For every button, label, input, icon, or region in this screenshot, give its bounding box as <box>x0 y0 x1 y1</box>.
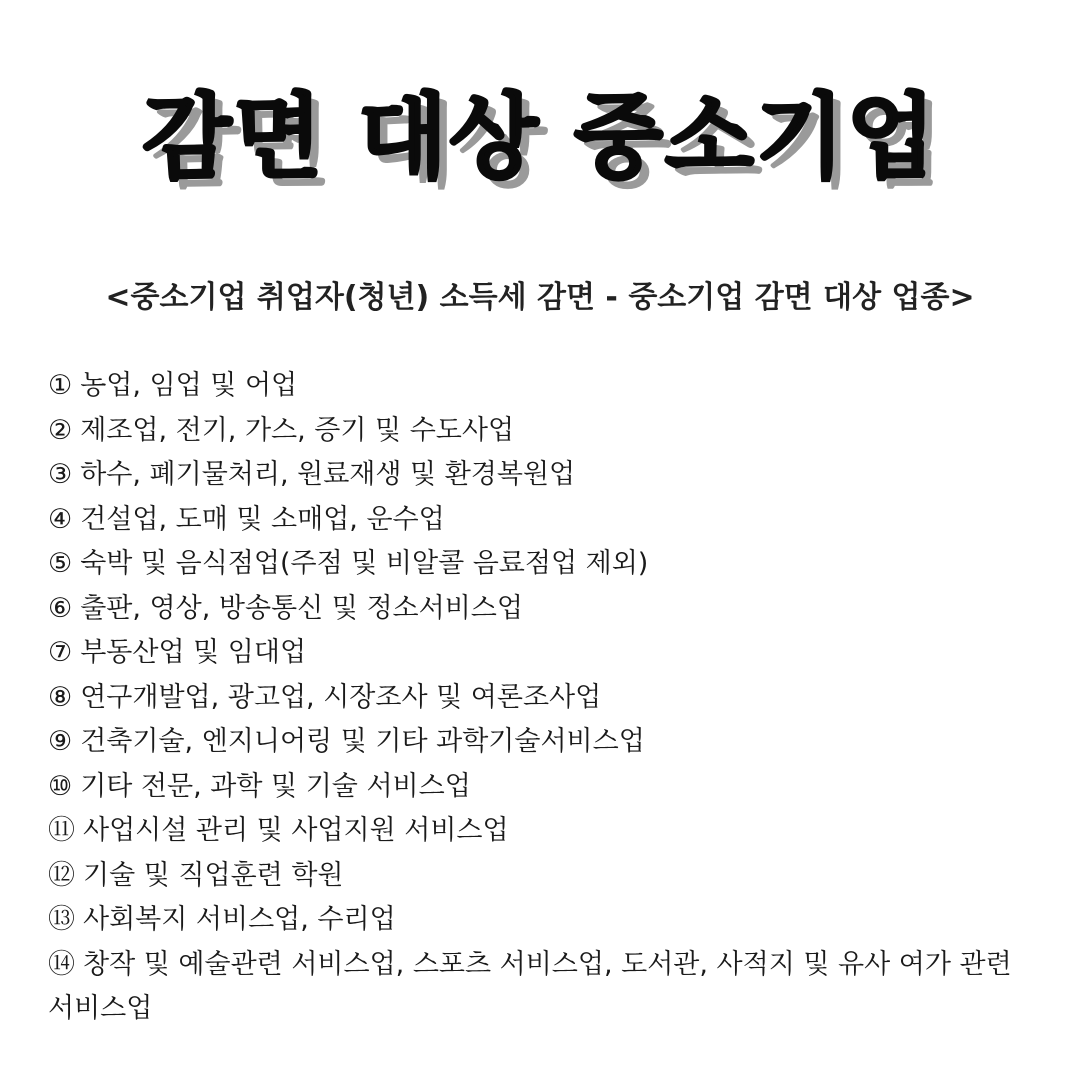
list-item <box>48 720 1048 765</box>
item-text: 사회복지 서비스업, 수리업 <box>83 904 396 935</box>
list-item <box>48 765 1048 810</box>
list-item <box>48 854 1048 899</box>
item-text: 건축기술, 엔지니어링 및 기타 과학기술서비스업 <box>80 726 645 757</box>
list-item <box>48 409 1048 454</box>
item-number: ② <box>48 414 73 446</box>
list-item <box>48 587 1048 632</box>
item-text: 기타 전문, 과학 및 기술 서비스업 <box>80 770 471 802</box>
item-text: 제조업, 전기, 가스, 증기 및 수도사업 <box>80 414 515 446</box>
list-item <box>48 631 1048 676</box>
item-text: 건설업, 도매 및 소매업, 운수업 <box>80 503 445 535</box>
list-item <box>48 542 1048 587</box>
list-item <box>48 898 1048 943</box>
item-text: 부동산업 및 임대업 <box>80 637 307 668</box>
item-number: ⑥ <box>48 592 73 624</box>
item-text: 농업, 임업 및 어업 <box>80 370 298 401</box>
list-item <box>48 453 1048 498</box>
list-item <box>48 364 1048 409</box>
item-number: ④ <box>48 503 73 535</box>
list-item <box>48 809 1048 854</box>
item-text: 연구개발업, 광고업, 시장조사 및 여론조사업 <box>80 681 602 713</box>
item-number: ⑫ <box>48 859 75 891</box>
item-number: ① <box>48 370 73 401</box>
list-item <box>48 676 1048 721</box>
item-text: 사업시설 관리 및 사업지원 서비스업 <box>83 815 509 846</box>
item-number: ⑤ <box>48 548 73 579</box>
item-text: 하수, 폐기물처리, 원료재생 및 환경복원업 <box>80 459 576 490</box>
page-subtitle: <중소기업 취업자(청년) 소득세 감면 - 중소기업 감면 대상 업종> <box>105 280 975 315</box>
item-text: 숙박 및 음식점업(주점 및 비알콜 음료점업 제외) <box>80 548 649 579</box>
list-item <box>48 498 1048 543</box>
page-title: 감면 대상 중소기업 <box>142 84 938 191</box>
item-text: 기술 및 직업훈련 학원 <box>83 859 344 891</box>
list-item <box>48 943 1048 1032</box>
industry-list <box>48 364 1048 1032</box>
item-number: ⑩ <box>48 770 73 802</box>
item-number: ⑨ <box>48 726 73 757</box>
item-number: ⑧ <box>48 681 73 713</box>
item-number: ⑦ <box>48 637 73 668</box>
item-text: 창작 및 예술관련 서비스업, 스포츠 서비스업, 도서관, 사적지 및 유사 여가 관련 서비스업 <box>48 948 1012 1024</box>
item-number: ③ <box>48 459 73 490</box>
item-text: 출판, 영상, 방송통신 및 정소서비스업 <box>80 592 523 624</box>
item-number: ⑭ <box>48 948 75 980</box>
item-number: ⑪ <box>48 815 75 846</box>
item-number: ⑬ <box>48 904 75 935</box>
